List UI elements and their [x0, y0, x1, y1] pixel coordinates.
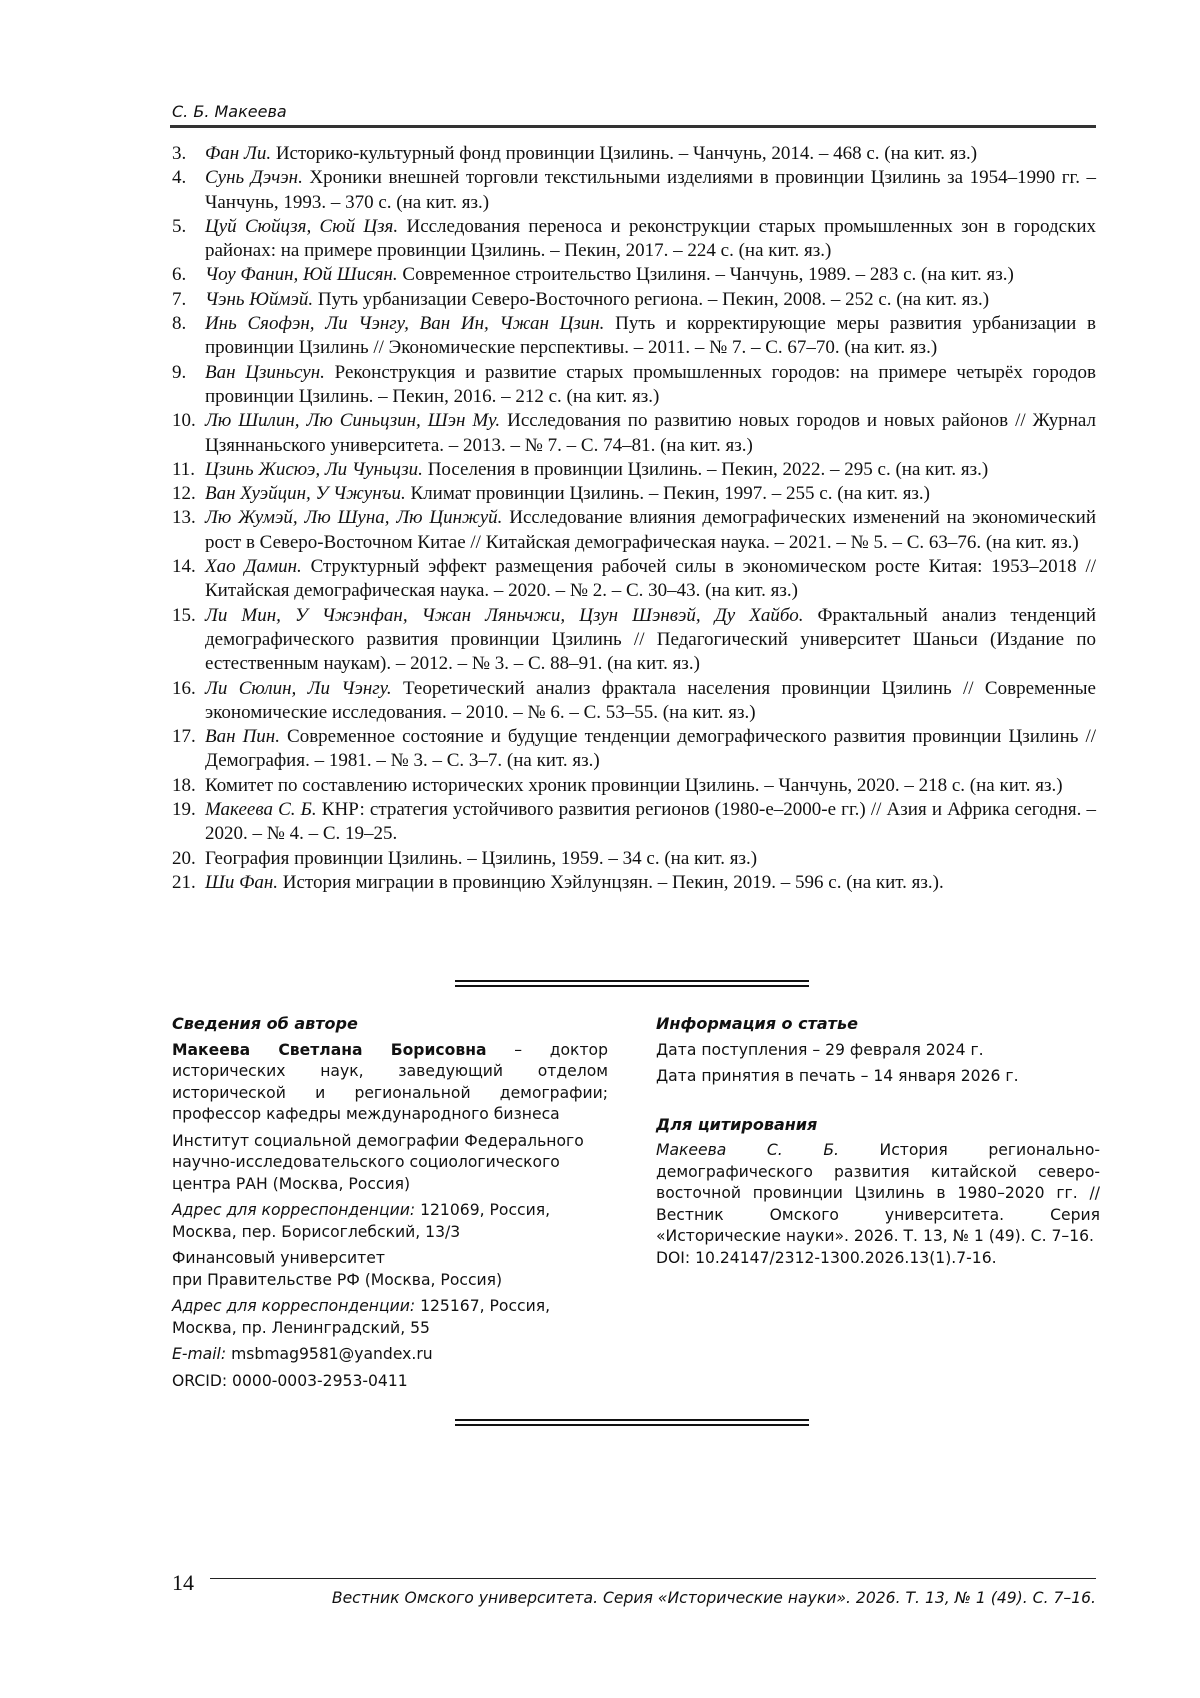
reference-item — [172, 506, 1096, 555]
reference-text: Исследования по развитию новых городов и новых районов // Журнал Цзяннаньского университета. – 2013. – № 7. – С. 74–81. (на кит. яз.) — [205, 410, 1097, 456]
address-2 — [172, 1296, 608, 1339]
reference-body — [205, 506, 1096, 555]
reference-text: Комитет по составлению исторических хроник провинции Цзилинь. – Чанчунь, 2020. – 218 с. (на кит. яз.) — [205, 774, 1063, 796]
reference-item — [172, 725, 1096, 774]
reference-body — [205, 798, 1096, 847]
reference-authors: Ван Цзиньсун. — [205, 361, 325, 383]
reference-list — [172, 142, 1096, 895]
reference-authors: Лю Жумэй, Лю Шуна, Лю Цинжуй. — [205, 507, 503, 529]
reference-body — [205, 312, 1096, 361]
end-separator — [455, 1419, 809, 1426]
reference-body — [205, 774, 1096, 798]
reference-number: 14. — [172, 556, 196, 578]
author-degree: – доктор исторических наук, заведующий отделом исторической и региональной демографии; профессор кафедры международного бизнеса — [172, 1040, 608, 1123]
reference-body — [205, 288, 1096, 312]
reference-text: Реконструкция и развитие старых промышленных городов: на примере четырёх городов провинции Цзилинь. – Пекин, 2016. – 212 с. (на кит. яз.) — [205, 361, 1097, 407]
reference-authors: Ли Мин, У Чжэнфан, Чжан Ляньчжи, Цзун Шэнвэй, Ду Хайбо. — [205, 604, 804, 626]
reference-text: Исследование влияния демографических изменений на экономический рост в Северо-Восточном Китае // Китайская демографическая наука. – 2021. – № 5. – С. 63–76. (на кит. яз.) — [205, 507, 1096, 553]
reference-body — [205, 847, 1096, 871]
email-label: E-mail: — [172, 1345, 227, 1363]
page-number: 14 — [172, 1570, 194, 1595]
reference-text: Современное состояние и будущие тенденции демографического развития провинции Цзилинь // Демография. – 1981. – № 3. – С. 3–7. (на кит. яз.) — [205, 726, 1097, 772]
reference-item — [172, 458, 1096, 482]
reference-authors: Чэнь Юймэй. — [205, 288, 314, 310]
section-separator — [455, 980, 809, 987]
institution-2-line1: Финансовый университет — [172, 1249, 385, 1267]
reference-number: 9. — [172, 361, 187, 383]
reference-body — [205, 604, 1096, 677]
reference-number: 8. — [172, 313, 187, 335]
reference-number: 21. — [172, 871, 196, 893]
institution-2-line2: при Правительстве РФ (Москва, Россия) — [172, 1270, 503, 1289]
reference-item — [172, 774, 1096, 798]
date-accepted: Дата принятия в печать – 14 января 2026 г. — [656, 1067, 1019, 1085]
reference-authors: Макеева С. Б. — [205, 799, 317, 821]
reference-item — [172, 142, 1096, 166]
reference-body — [205, 871, 1096, 895]
reference-item — [172, 482, 1096, 506]
reference-text: Хроники внешней торговли текстильными изделиями в провинции Цзилинь за 1954–1990 гг. – Чанчунь, 1993. – 370 с. (на кит. яз.) — [205, 167, 1097, 213]
institution-2 — [172, 1248, 608, 1291]
orcid-value: 0000-0003-2953-0411 — [227, 1371, 408, 1390]
reference-item — [172, 166, 1096, 215]
orcid-label: ORCID: — [172, 1371, 228, 1390]
address-1 — [172, 1200, 608, 1243]
institution-1: Институт социальной демографии Федерального научно-исследовательского социологического центра РАН (Москва, Россия) — [172, 1131, 584, 1193]
reference-text: Теоретический анализ фрактала населения провинции Цзилинь // Современные экономические исследования. – 2010. – № 6. – С. 53–55. (на кит. яз.) — [205, 677, 1096, 723]
reference-text: Историко-культурный фонд провинции Цзилинь. – Чанчунь, 2014. – 468 с. (на кит. яз.) — [275, 143, 978, 164]
reference-body — [205, 677, 1096, 726]
email — [172, 1344, 608, 1366]
reference-authors: Инь Сяофэн, Ли Чэнгу, Ван Ин, Чжан Цзин. — [205, 313, 605, 335]
reference-authors: Сунь Дэчэн. — [205, 167, 303, 189]
date-received: Дата поступления – 29 февраля 2024 г. — [656, 1040, 984, 1059]
reference-number: 13. — [172, 507, 196, 529]
reference-number: 15. — [172, 604, 196, 626]
reference-number: 11. — [172, 458, 196, 480]
reference-authors: Фан Ли. — [205, 143, 272, 164]
reference-item — [172, 312, 1096, 361]
reference-number: 12. — [172, 483, 196, 505]
reference-text: Путь и корректирующие меры развития урбанизации в провинции Цзилинь // Экономические перспективы. – 2011. – № 7. – С. 67–70. (на кит. яз.) — [205, 313, 1096, 359]
footer-journal: Вестник Омского университета. Серия «Исторические науки». 2026. Т. 13, № 1 (49). С. 7–16. — [331, 1589, 1096, 1607]
reference-item — [172, 677, 1096, 726]
orcid — [172, 1371, 608, 1393]
reference-authors: Цуй Сюйцзя, Сюй Цзя. — [205, 215, 399, 237]
reference-number: 6. — [172, 264, 187, 286]
citation-text — [656, 1140, 1100, 1248]
reference-body — [205, 263, 1096, 287]
citation-body: История регионально-демографического развития китайской северо-восточной провинции Цзилинь в 1980–2020 гг. // Вестник Омского университета. Серия «Исторические науки». 2026. Т. 13, № 1 (49). С. 7–16. — [656, 1141, 1101, 1245]
citation-heading: Для цитирования — [656, 1114, 818, 1134]
reference-text: Структурный эффект размещения рабочей силы в экономическом росте Китая: 1953–2018 // Китайская демографическая наука. – 2020. – № 2. – С. 30–43. (на кит. яз.) — [205, 556, 1097, 602]
article-info-heading: Информация о статье — [656, 1014, 858, 1033]
reference-item — [172, 263, 1096, 287]
address-value: 125167, Россия, Москва, пр. Ленинградский, 55 — [172, 1297, 551, 1337]
reference-body — [205, 725, 1096, 774]
author-name: Макеева Светлана Борисовна — [172, 1040, 487, 1059]
reference-number: 16. — [172, 677, 196, 699]
reference-body — [205, 361, 1096, 410]
reference-authors: Хао Дамин. — [205, 556, 302, 578]
reference-authors: Ван Пин. — [205, 726, 280, 748]
reference-text: Современное строительство Цзилиня. – Чанчунь, 1989. – 283 с. (на кит. яз.) — [402, 264, 1014, 286]
reference-authors: Цзинь Жисюэ, Ли Чуньцзи. — [205, 458, 423, 480]
address-value: 121069, Россия, Москва, пер. Борисоглебский, 13/3 — [172, 1201, 551, 1241]
reference-number: 18. — [172, 774, 196, 796]
author-info-column — [172, 1013, 608, 1397]
reference-body — [205, 409, 1096, 458]
header-rule — [170, 125, 1096, 128]
citation-doi[interactable]: DOI: 10.24147/2312-1300.2026.13(1).7-16. — [656, 1248, 997, 1267]
reference-item — [172, 361, 1096, 410]
reference-number: 10. — [172, 410, 196, 432]
reference-number: 4. — [172, 167, 187, 189]
reference-number: 19. — [172, 799, 196, 821]
reference-authors: Ши Фан. — [205, 871, 279, 893]
article-info-column — [656, 1013, 1100, 1269]
reference-authors: Ли Сюлин, Ли Чэнгу. — [205, 677, 392, 699]
reference-text: История миграции в провинцию Хэйлунцзян. – Пекин, 2019. – 596 с. (на кит. яз.). — [282, 871, 944, 893]
email-link[interactable]: msbmag9581@yandex.ru — [226, 1345, 433, 1363]
reference-text: Путь урбанизации Северо-Восточного региона. – Пекин, 2008. – 252 с. (на кит. яз.) — [317, 288, 990, 310]
reference-item — [172, 871, 1096, 895]
reference-item — [172, 409, 1096, 458]
address-label: Адрес для корреспонденции: — [172, 1201, 416, 1219]
reference-item — [172, 215, 1096, 264]
reference-item — [172, 798, 1096, 847]
reference-item — [172, 555, 1096, 604]
reference-body — [205, 215, 1096, 264]
reference-authors: Ван Хуэйцин, У Чжунъи. — [205, 483, 406, 505]
author-description — [172, 1040, 608, 1126]
footer-rule — [210, 1578, 1096, 1579]
reference-item — [172, 847, 1096, 871]
reference-item — [172, 604, 1096, 677]
reference-text: Исследования переноса и реконструкции старых промышленных зон в городских районах: на примере провинции Цзилинь. – Пекин, 2017. – 224 с. (на кит. яз.) — [205, 215, 1097, 262]
reference-authors: Чоу Фанин, Юй Шисян. — [205, 264, 398, 286]
reference-authors: Лю Шилин, Лю Синьцзин, Шэн Му. — [205, 410, 501, 432]
reference-number: 3. — [172, 143, 187, 164]
reference-body — [205, 142, 1096, 166]
reference-body — [205, 482, 1096, 506]
author-info-heading: Сведения об авторе — [172, 1014, 358, 1033]
reference-number: 20. — [172, 847, 196, 869]
reference-text: Климат провинции Цзилинь. – Пекин, 1997. – 255 с. (на кит. яз.) — [410, 483, 931, 505]
reference-text: КНР: стратегия устойчивого развития регионов (1980-е–2000-е гг.) // Азия и Африка сегодня. – 2020. – № 4. – С. 19–25. — [205, 799, 1096, 845]
citation-author: Макеева С. Б. — [656, 1141, 839, 1159]
running-head: С. Б. Макеева — [172, 102, 287, 121]
reference-body — [205, 166, 1096, 215]
reference-text: Фрактальный анализ тенденций демографического развития провинции Цзилинь // Педагогический университет Шаньси (Издание по естественным наукам). – 2012. – № 3. – С. 88–91. (на кит. яз.) — [205, 604, 1096, 675]
reference-body — [205, 458, 1096, 482]
reference-text: Поселения в провинции Цзилинь. – Пекин, 2022. – 295 с. (на кит. яз.) — [427, 458, 989, 480]
reference-number: 5. — [172, 215, 187, 237]
reference-number: 17. — [172, 726, 196, 748]
address-label: Адрес для корреспонденции: — [172, 1297, 416, 1315]
reference-text: География провинции Цзилинь. – Цзилинь, 1959. – 34 с. (на кит. яз.) — [205, 847, 758, 869]
reference-number: 7. — [172, 288, 187, 310]
reference-body — [205, 555, 1096, 604]
reference-item — [172, 288, 1096, 312]
